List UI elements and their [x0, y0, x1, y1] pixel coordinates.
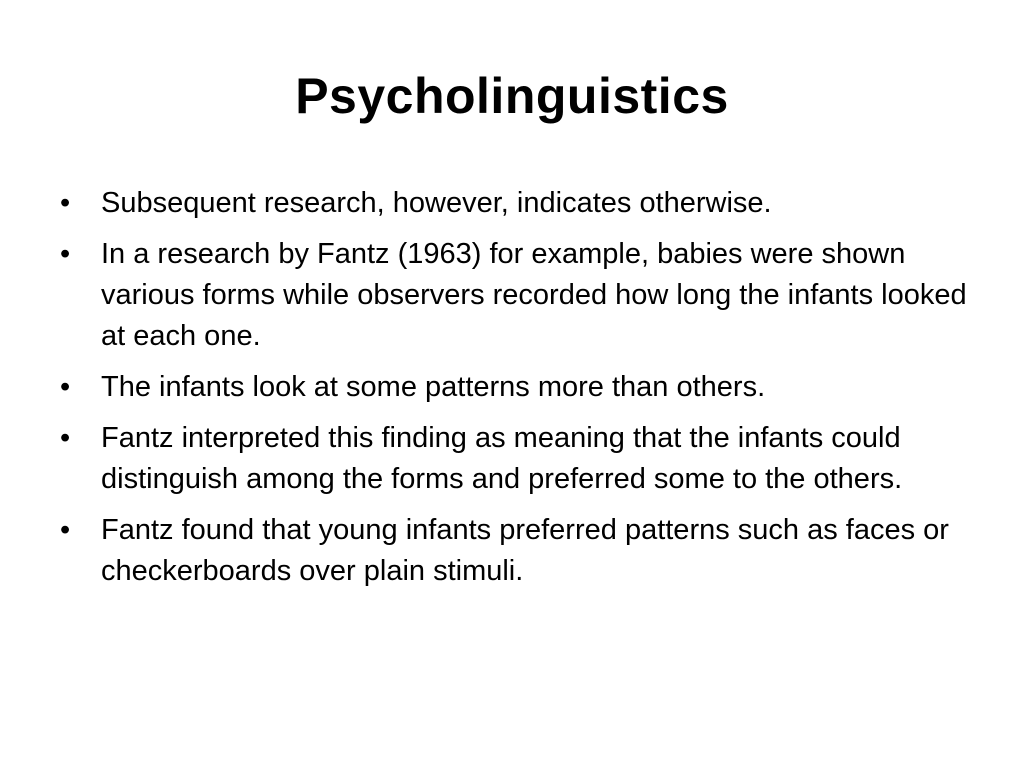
bullet-icon: •	[60, 238, 71, 270]
bullet-item	[60, 183, 970, 224]
bullet-list	[60, 183, 970, 602]
bullet-icon: •	[60, 422, 71, 454]
bullet-text: Fantz interpreted this finding as meaning that the infants could distinguish among the forms and preferred some to the others.	[101, 422, 903, 495]
bullet-text: Fantz found that young infants preferred patterns such as faces or checkerboards over plain stimuli.	[101, 514, 949, 587]
bullet-icon: •	[60, 514, 71, 546]
bullet-item	[60, 510, 970, 592]
bullet-text: The infants look at some patterns more than others.	[101, 371, 766, 403]
slide-title: Psycholinguistics	[295, 68, 729, 124]
bullet-icon: •	[60, 371, 71, 403]
bullet-item	[60, 418, 970, 500]
bullet-text: Subsequent research, however, indicates otherwise.	[101, 187, 772, 219]
bullet-item	[60, 234, 970, 357]
bullet-item	[60, 367, 970, 408]
bullet-text: In a research by Fantz (1963) for example, babies were shown various forms while observers recorded how long the infants looked at each one.	[101, 238, 967, 352]
bullet-icon: •	[60, 187, 71, 219]
